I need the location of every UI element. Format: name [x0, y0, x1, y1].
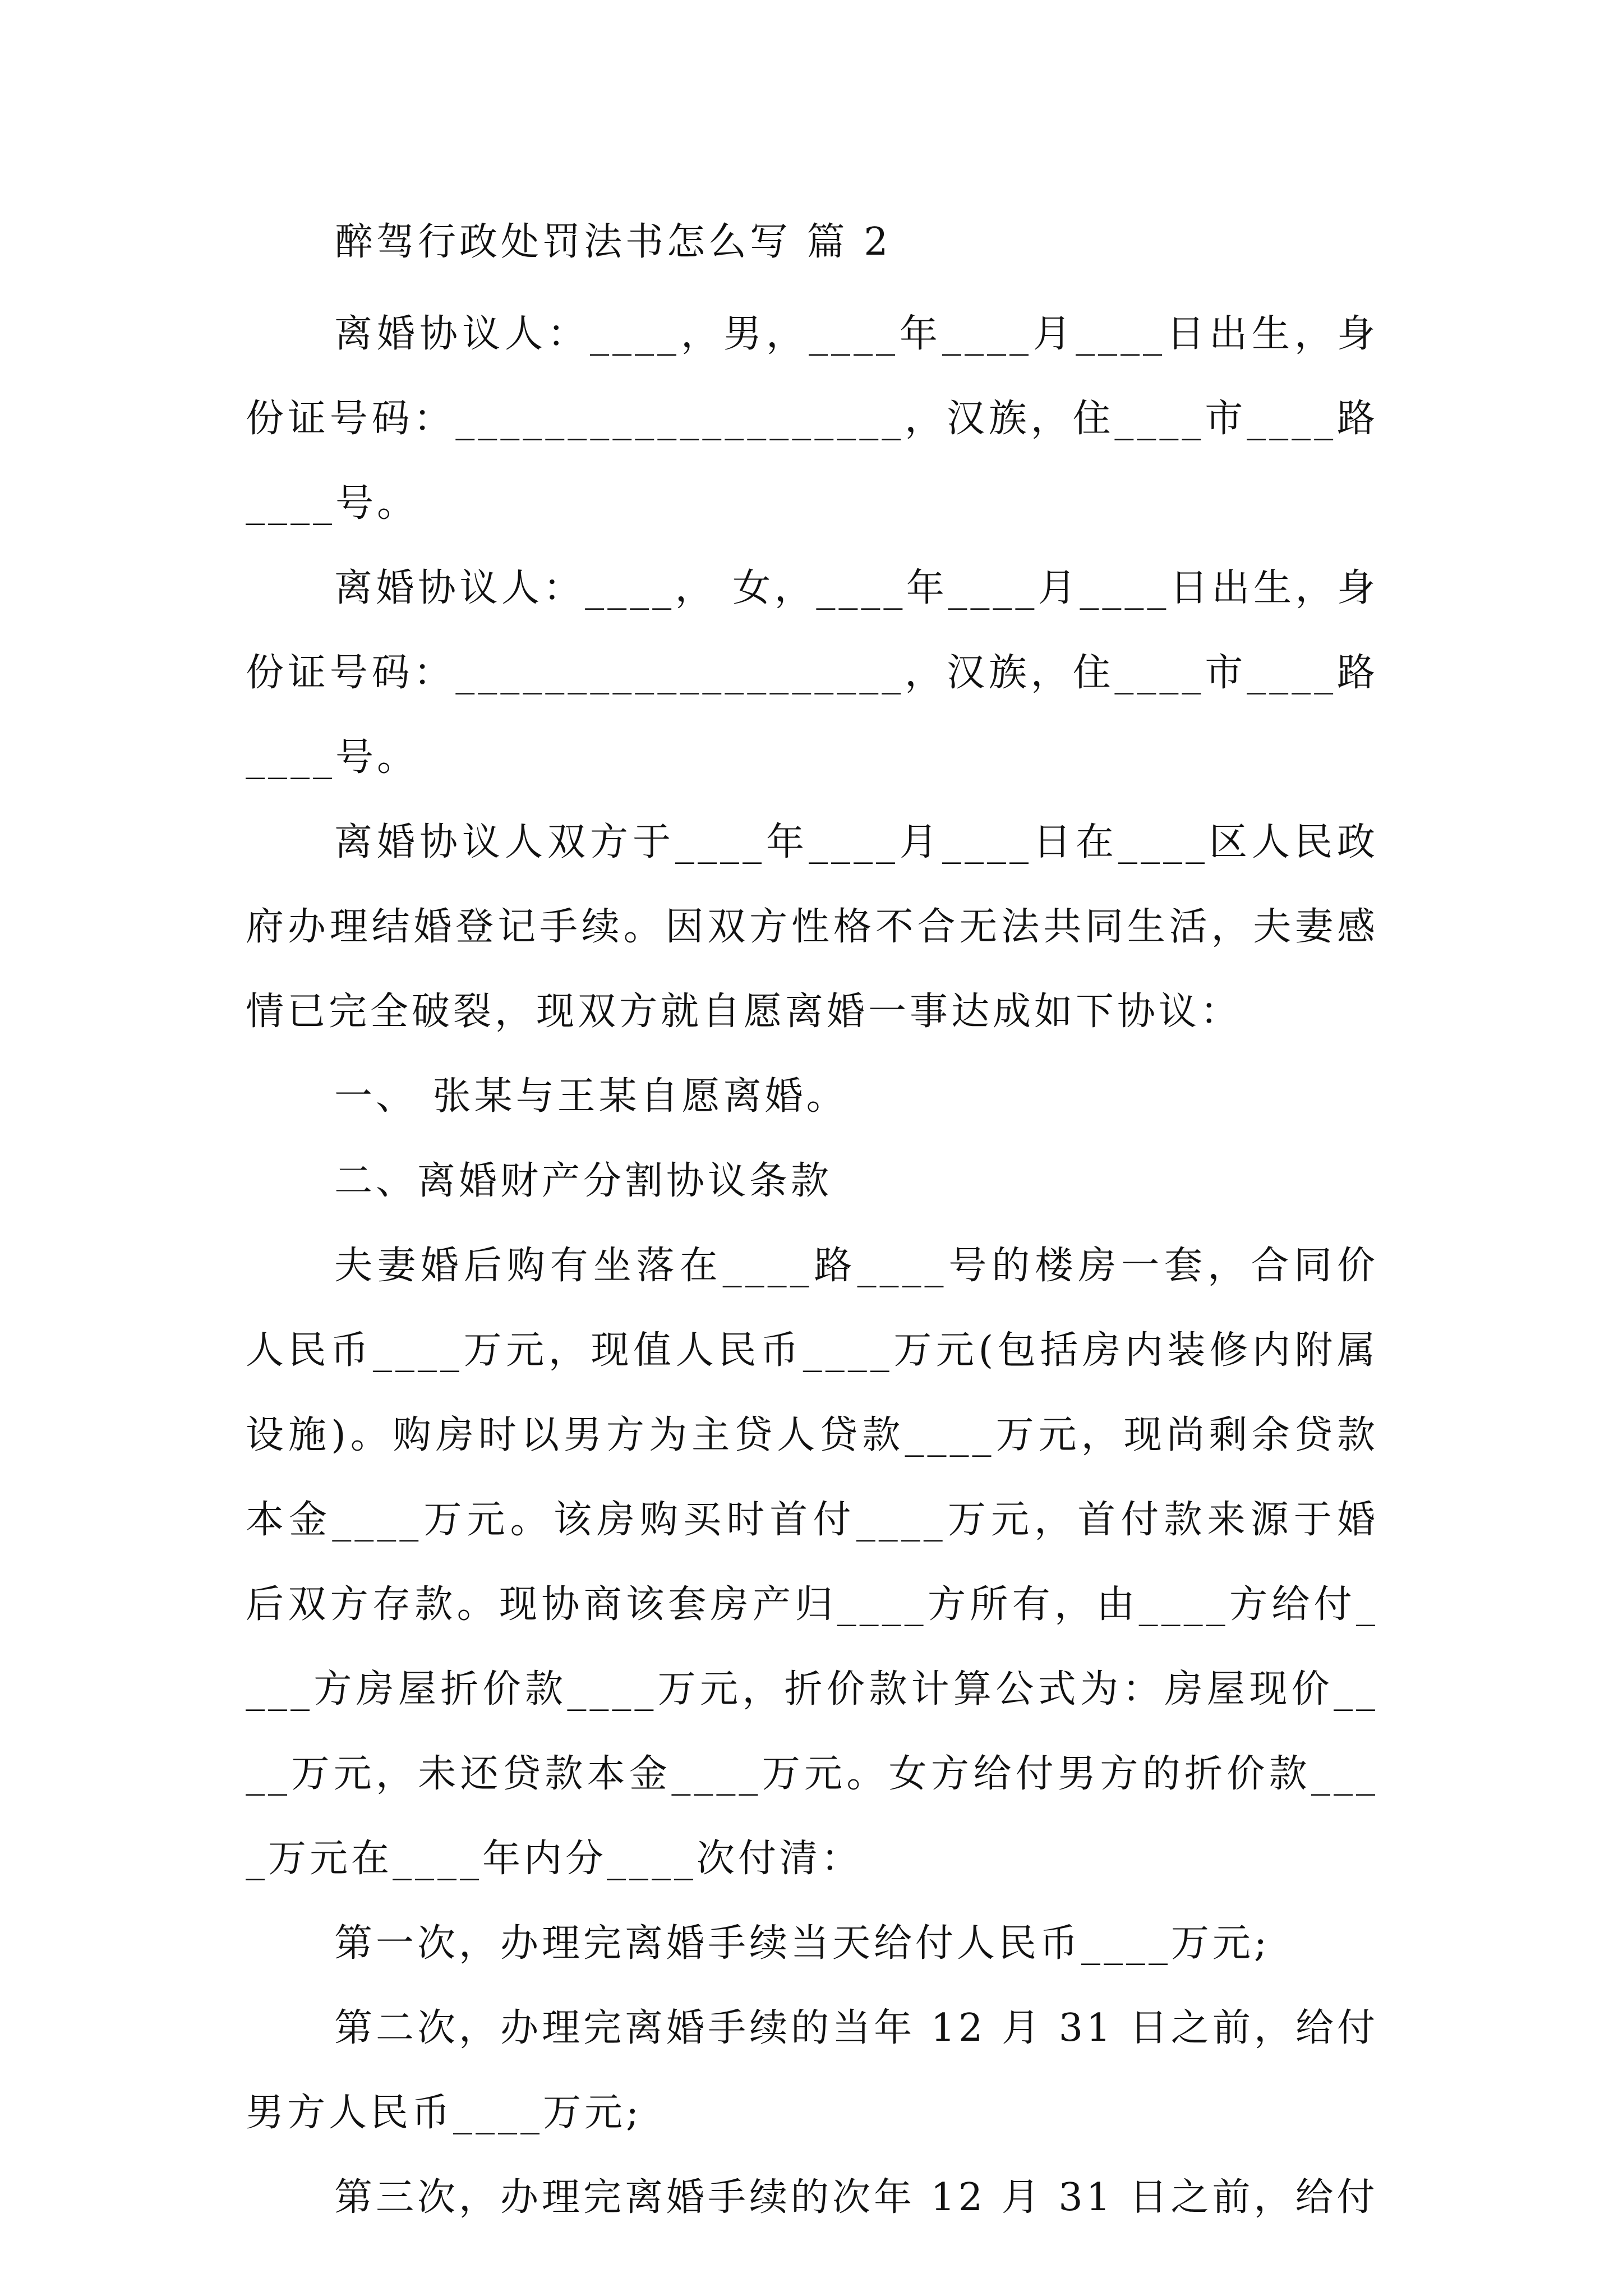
- paragraph-payment-first: 第一次，办理完离婚手续当天给付人民币____万元;: [334, 1921, 1270, 1966]
- paragraph-marriage-registration: 离婚协议人双方于____年____月____日在____区人民政府办理结婚登记手续。因双方性格不合无法共同生活，夫妻感情已完全破裂，现双方就自愿离婚一事达成如下协议：: [246, 820, 1378, 1034]
- paragraph-male-party: 离婚协议人：____，男，____年____月____日出生，身份证号码：____________________，汉族，住____市____路____号。: [246, 312, 1378, 526]
- document-title: 醉驾行政处罚法书怎么写 篇 2: [335, 220, 892, 264]
- paragraph-clause-one: 一、 张某与王某自愿离婚。: [334, 1074, 848, 1119]
- paragraph-property-division: 夫妻婚后购有坐落在____路____号的楼房一套，合同价人民币____万元，现值人民币____万元(包括房内装修内附属设施)。购房时以男方为主贷人贷款____万元，现尚剩余贷款本金____万元。该房购买时首付____万元，首付款来源于婚后双方存款。现协商该套房产归____方所有，由____方给付____方房屋折价款____万元，折价款计算公式为：房屋现价____万元，未还贷款本金____万元。女方给付男方的折价款____万元在____年内分____次付清：: [246, 1244, 1378, 1881]
- paragraph-payment-third: 第三次，办理完离婚手续的次年 12 月 31 日之前，给付: [334, 2175, 1378, 2220]
- document-body: [246, 292, 1378, 2240]
- paragraph-female-party: 离婚协议人：____， 女，____年____月____日出生，身份证号码：____________________，汉族，住____市____路____号。: [246, 566, 1378, 780]
- paragraph-clause-two-heading: 二、离婚财产分割协议条款: [334, 1159, 833, 1203]
- paragraph-payment-second: 第二次，办理完离婚手续的当年 12 月 31 日之前，给付男方人民币____万元;: [246, 2006, 1378, 2135]
